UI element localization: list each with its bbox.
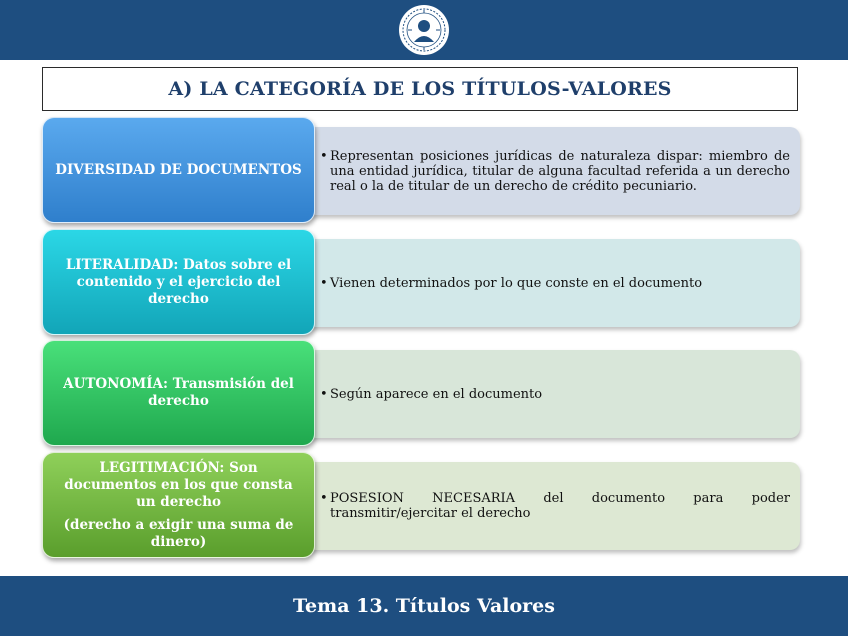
label-text: DIVERSIDAD DE DOCUMENTOS xyxy=(55,161,302,178)
detail-text: Según aparece en el documento xyxy=(330,386,543,402)
university-seal-icon xyxy=(398,4,450,56)
label-text: AUTONOMÍA: Transmisión del derecho xyxy=(63,376,294,409)
bullet-item xyxy=(320,276,790,291)
bullet-dot: • xyxy=(320,491,328,506)
detail-box xyxy=(300,350,800,438)
bullet-dot: • xyxy=(320,386,328,402)
row-diversidad xyxy=(0,117,848,225)
detail-text: Vienen determinados por lo que conste en el documento xyxy=(330,275,703,291)
row-legitimacion xyxy=(0,452,848,560)
bullet-item xyxy=(320,149,790,194)
slide-title xyxy=(42,67,798,111)
footer-bar xyxy=(0,576,848,636)
detail-text: POSESION NECESARIA del documento para poder transmitir/ejercitar el derecho xyxy=(330,491,790,521)
slide-title-text: A) LA CATEGORÍA DE LOS TÍTULOS-VALORES xyxy=(168,78,672,100)
detail-box xyxy=(300,462,800,550)
bullet-dot: • xyxy=(320,148,328,164)
footer-text: Tema 13. Títulos Valores xyxy=(293,595,555,617)
label-box xyxy=(42,117,315,223)
label-box xyxy=(42,340,315,446)
header-bar xyxy=(0,0,848,60)
label-box xyxy=(42,452,315,558)
label-text: LEGITIMACIÓN: Son documentos en los que consta un derecho xyxy=(64,459,293,510)
row-literalidad xyxy=(0,229,848,337)
detail-box xyxy=(300,127,800,215)
bullet-item xyxy=(320,491,790,521)
label-text: LITERALIDAD: Datos sobre el contenido y el ejercicio del derecho xyxy=(65,256,292,307)
bullet-item xyxy=(320,387,790,402)
bullet-dot: • xyxy=(320,275,328,291)
label-subtext: (derecho a exigir una suma de dinero) xyxy=(63,516,294,550)
label-box xyxy=(42,229,315,335)
row-autonomia xyxy=(0,340,848,448)
detail-text: Representan posiciones jurídicas de naturaleza dispar: miembro de una entidad jurídica, titular de alguna facultad referida a un derecho real o la de titular de un derecho de crédito pecuniario. xyxy=(330,148,790,194)
detail-box xyxy=(300,239,800,327)
